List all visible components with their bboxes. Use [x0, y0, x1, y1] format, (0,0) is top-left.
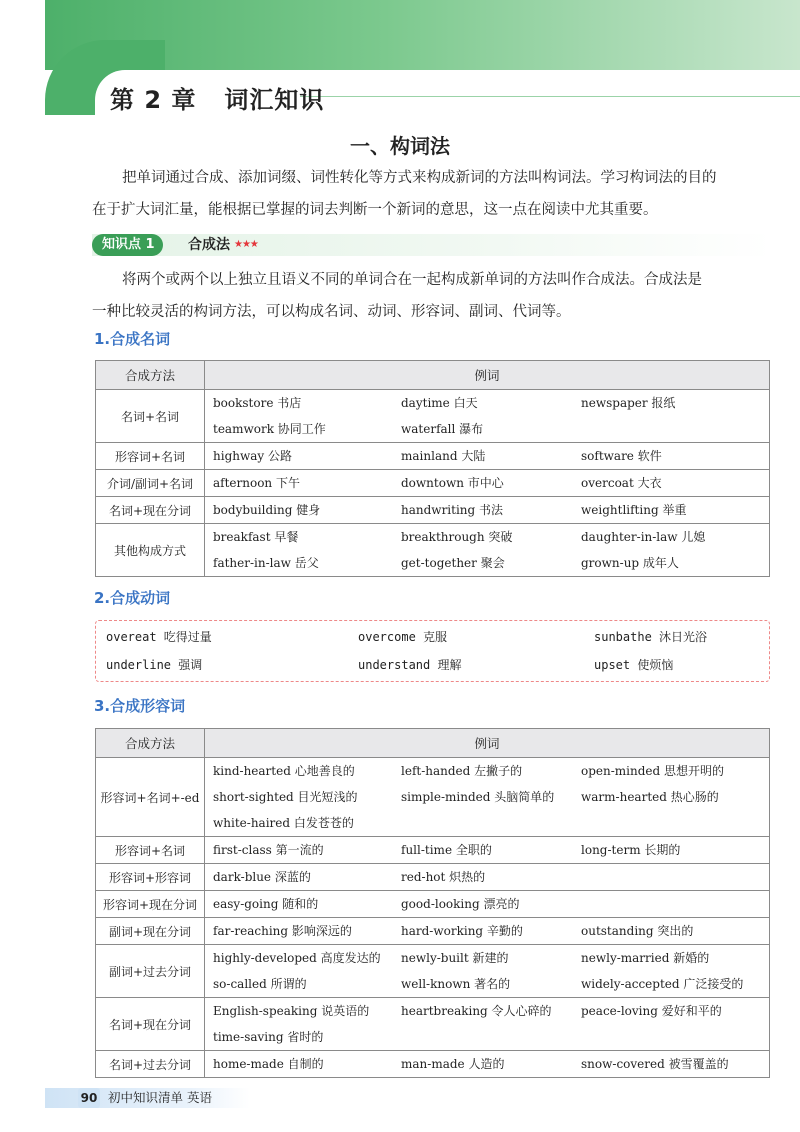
knowledge-point-banner — [92, 234, 772, 256]
column-header-method: 合成方法 — [96, 729, 205, 758]
method-cell: 名词+现在分词 — [96, 497, 205, 524]
verbs-heading: 2.合成动词 — [94, 589, 171, 607]
example-line — [213, 891, 769, 917]
example-line — [213, 416, 769, 442]
table-row — [96, 524, 770, 577]
example-word: breakfast 早餐 — [213, 530, 299, 544]
example-word: far-reaching 影响深远的 — [213, 924, 352, 938]
example-word: bodybuilding 健身 — [213, 503, 321, 517]
examples-cell — [205, 998, 770, 1051]
method-cell: 名词+现在分词 — [96, 998, 205, 1051]
example-word: open-minded 思想开明的 — [581, 764, 725, 778]
example-word: newspaper 报纸 — [581, 396, 676, 410]
verbs-box — [95, 620, 770, 682]
table-header-row — [96, 729, 770, 758]
example-word: so-called 所谓的 — [213, 977, 307, 991]
example-word: teamwork 协同工作 — [213, 422, 326, 436]
examples-cell — [205, 1051, 770, 1078]
verb-word: overeat 吃得过量 — [106, 630, 212, 644]
table-row — [96, 390, 770, 443]
example-word: grown-up 成年人 — [581, 556, 679, 570]
method-cell: 形容词+名词 — [96, 443, 205, 470]
example-word: handwriting 书法 — [401, 503, 504, 517]
example-line — [213, 837, 769, 863]
method-cell: 副词+过去分词 — [96, 945, 205, 998]
method-cell: 其他构成方式 — [96, 524, 205, 577]
example-word: overcoat 大衣 — [581, 476, 662, 490]
example-word: good-looking 漂亮的 — [401, 897, 520, 911]
adjectives-heading: 3.合成形容词 — [94, 697, 186, 715]
example-word: easy-going 随和的 — [213, 897, 319, 911]
example-word: newly-built 新建的 — [401, 951, 509, 965]
table-header-row — [96, 361, 770, 390]
chapter-number: 第 2 章 — [110, 86, 197, 114]
kp-line-2: 一种比较灵活的构词方法，可以构成名词、动词、形容词、副词、代词等。 — [92, 304, 571, 320]
kp-line-1: 将两个或两个以上独立且语义不同的单词合在一起构成新单词的方法叫作合成法。合成法是 — [122, 272, 702, 288]
example-word: man-made 人造的 — [401, 1057, 505, 1071]
example-word: hard-working 辛勤的 — [401, 924, 523, 938]
method-cell: 形容词+现在分词 — [96, 891, 205, 918]
example-word: mainland 大陆 — [401, 449, 486, 463]
examples-cell — [205, 945, 770, 998]
example-word: breakthrough 突破 — [401, 530, 513, 544]
examples-cell — [205, 497, 770, 524]
example-word: downtown 市中心 — [401, 476, 504, 490]
examples-cell — [205, 837, 770, 864]
book-title: 初中知识清单 英语 — [108, 1090, 212, 1105]
example-line — [213, 470, 769, 496]
method-cell: 形容词+形容词 — [96, 864, 205, 891]
example-word: long-term 长期的 — [581, 843, 681, 857]
example-word: first-class 第一流的 — [213, 843, 324, 857]
example-word: red-hot 炽热的 — [401, 870, 486, 884]
example-word: white-haired 白发苍苍的 — [213, 816, 354, 830]
example-word: snow-covered 被雪覆盖的 — [581, 1057, 729, 1071]
example-word: heartbreaking 令人心碎的 — [401, 1004, 552, 1018]
example-word: afternoon 下午 — [213, 476, 300, 490]
example-line — [213, 390, 769, 416]
column-header-examples: 例词 — [205, 729, 770, 758]
example-word: software 软件 — [581, 449, 662, 463]
example-line — [213, 1024, 769, 1050]
nouns-table — [95, 360, 770, 577]
verb-word: understand 理解 — [358, 658, 462, 672]
example-word: highway 公路 — [213, 449, 292, 463]
verb-word: sunbathe 沐日光浴 — [594, 630, 708, 644]
example-word: bookstore 书店 — [213, 396, 302, 410]
table-row — [96, 998, 770, 1051]
kp-paragraph — [92, 264, 772, 328]
knowledge-point-title: 合成法 — [188, 237, 230, 253]
example-word: father-in-law 岳父 — [213, 556, 319, 570]
method-cell: 形容词+名词 — [96, 837, 205, 864]
example-word: get-together 聚会 — [401, 556, 505, 570]
verb-word: underline 强调 — [106, 658, 203, 672]
intro-line-2: 在于扩大词汇量，能根据已掌握的词去判断一个新词的意思，这一点在阅读中尤其重要。 — [92, 202, 658, 218]
examples-cell — [205, 891, 770, 918]
table-row — [96, 891, 770, 918]
example-word: well-known 著名的 — [401, 977, 511, 991]
table-row — [96, 918, 770, 945]
column-header-method: 合成方法 — [96, 361, 205, 390]
star-rating-icon: ★★★ — [234, 239, 258, 250]
table-row — [96, 443, 770, 470]
method-cell: 形容词+名词+-ed — [96, 758, 205, 837]
examples-cell — [205, 864, 770, 891]
example-line — [213, 758, 769, 784]
example-line — [213, 945, 769, 971]
method-cell: 副词+现在分词 — [96, 918, 205, 945]
example-line — [213, 443, 769, 469]
column-header-examples: 例词 — [205, 361, 770, 390]
example-word: English-speaking 说英语的 — [213, 1004, 370, 1018]
section-title: 一、构词法 — [350, 134, 450, 158]
examples-cell — [205, 443, 770, 470]
example-line — [213, 971, 769, 997]
chapter-name: 词汇知识 — [224, 86, 325, 114]
table-row — [96, 470, 770, 497]
example-line — [213, 550, 769, 576]
nouns-heading: 1.合成名词 — [94, 330, 171, 348]
example-word: warm-hearted 热心肠的 — [581, 790, 719, 804]
method-cell: 介词/副词+名词 — [96, 470, 205, 497]
example-word: left-handed 左撇子的 — [401, 764, 523, 778]
table-row — [96, 758, 770, 837]
examples-cell — [205, 758, 770, 837]
example-word: highly-developed 高度发达的 — [213, 951, 381, 965]
example-word: time-saving 省时的 — [213, 1030, 324, 1044]
example-word: weightlifting 举重 — [581, 503, 687, 517]
intro-paragraph — [92, 162, 772, 226]
example-line — [213, 784, 769, 810]
chapter-title — [110, 80, 324, 115]
verb-word: upset 使烦恼 — [594, 658, 674, 672]
example-line — [213, 810, 769, 836]
example-word: dark-blue 深蓝的 — [213, 870, 311, 884]
example-word: kind-hearted 心地善良的 — [213, 764, 355, 778]
table-row — [96, 497, 770, 524]
examples-cell — [205, 918, 770, 945]
verb-word: overcome 克服 — [358, 630, 448, 644]
header-rule — [300, 96, 800, 97]
example-word: full-time 全职的 — [401, 843, 492, 857]
table-row — [96, 945, 770, 998]
method-cell: 名词+过去分词 — [96, 1051, 205, 1078]
example-word: outstanding 突出的 — [581, 924, 694, 938]
example-line — [213, 524, 769, 550]
example-word: daughter-in-law 儿媳 — [581, 530, 706, 544]
examples-cell — [205, 390, 770, 443]
examples-cell — [205, 470, 770, 497]
example-word: home-made 自制的 — [213, 1057, 324, 1071]
example-word: peace-loving 爱好和平的 — [581, 1004, 722, 1018]
example-word: newly-married 新婚的 — [581, 951, 710, 965]
example-word: simple-minded 头脑简单的 — [401, 790, 555, 804]
adjectives-table — [95, 728, 770, 1078]
knowledge-point-badge: 知识点 1 — [92, 234, 163, 256]
method-cell: 名词+名词 — [96, 390, 205, 443]
example-line — [213, 998, 769, 1024]
examples-cell — [205, 524, 770, 577]
example-line — [213, 864, 769, 890]
table-row — [96, 864, 770, 891]
example-word: daytime 白天 — [401, 396, 478, 410]
table-row — [96, 1051, 770, 1078]
intro-line-1: 把单词通过合成、添加词缀、词性转化等方式来构成新词的方法叫构词法。学习构词法的目的 — [122, 170, 717, 186]
example-line — [213, 497, 769, 523]
table-row — [96, 837, 770, 864]
example-word: widely-accepted 广泛接受的 — [581, 977, 744, 991]
example-line — [213, 1051, 769, 1077]
example-word: waterfall 瀑布 — [401, 422, 484, 436]
page-number: 90 — [78, 1088, 100, 1108]
example-line — [213, 918, 769, 944]
example-word: short-sighted 目光短浅的 — [213, 790, 358, 804]
